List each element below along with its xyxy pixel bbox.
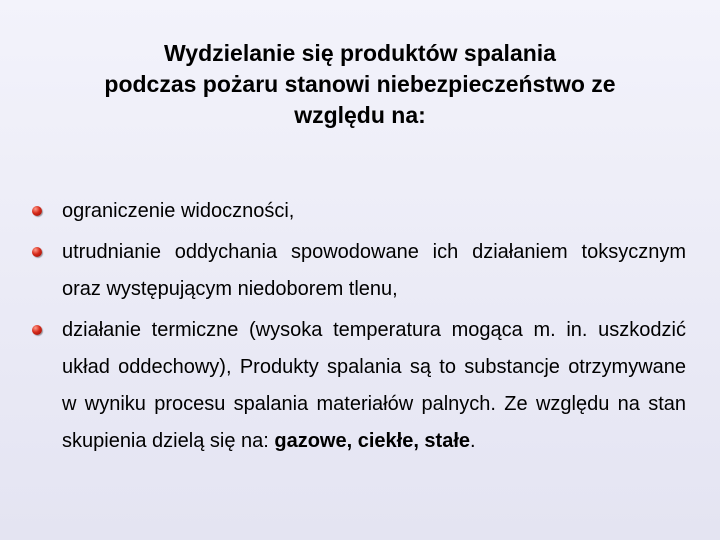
title-line-3: względu na: [294,102,426,128]
bullet-item [30,193,686,230]
slide-title [30,38,690,131]
bullet-item [30,312,686,460]
red-sphere-bullet-icon [32,206,42,216]
bullet-text: utrudnianie oddychania spowodowane ich działaniem toksycznym oraz występującym niedoborem tlenu, [62,241,686,300]
bullet-bold-text: gazowe, ciekłe, stałe [274,430,471,452]
bullet-text-end: . [470,430,476,452]
bullet-item [30,234,686,308]
bullet-text: ograniczenie widoczności, [62,200,295,222]
title-line-1: Wydzielanie się produktów spalania [164,40,556,66]
bullet-text: działanie termiczne (wysoka temperatura mogąca m. in. uszkodzić układ oddechowy), Produkty spalania są to substancje otrzymywane w wyniku procesu spalania materiałów palnych. Ze względu na stan skupienia dzielą się na: [62,319,686,452]
red-sphere-bullet-icon [32,325,42,335]
red-sphere-bullet-icon [32,247,42,257]
title-line-2: podczas pożaru stanowi niebezpieczeństwo ze [104,71,616,97]
bullet-list [30,193,686,460]
